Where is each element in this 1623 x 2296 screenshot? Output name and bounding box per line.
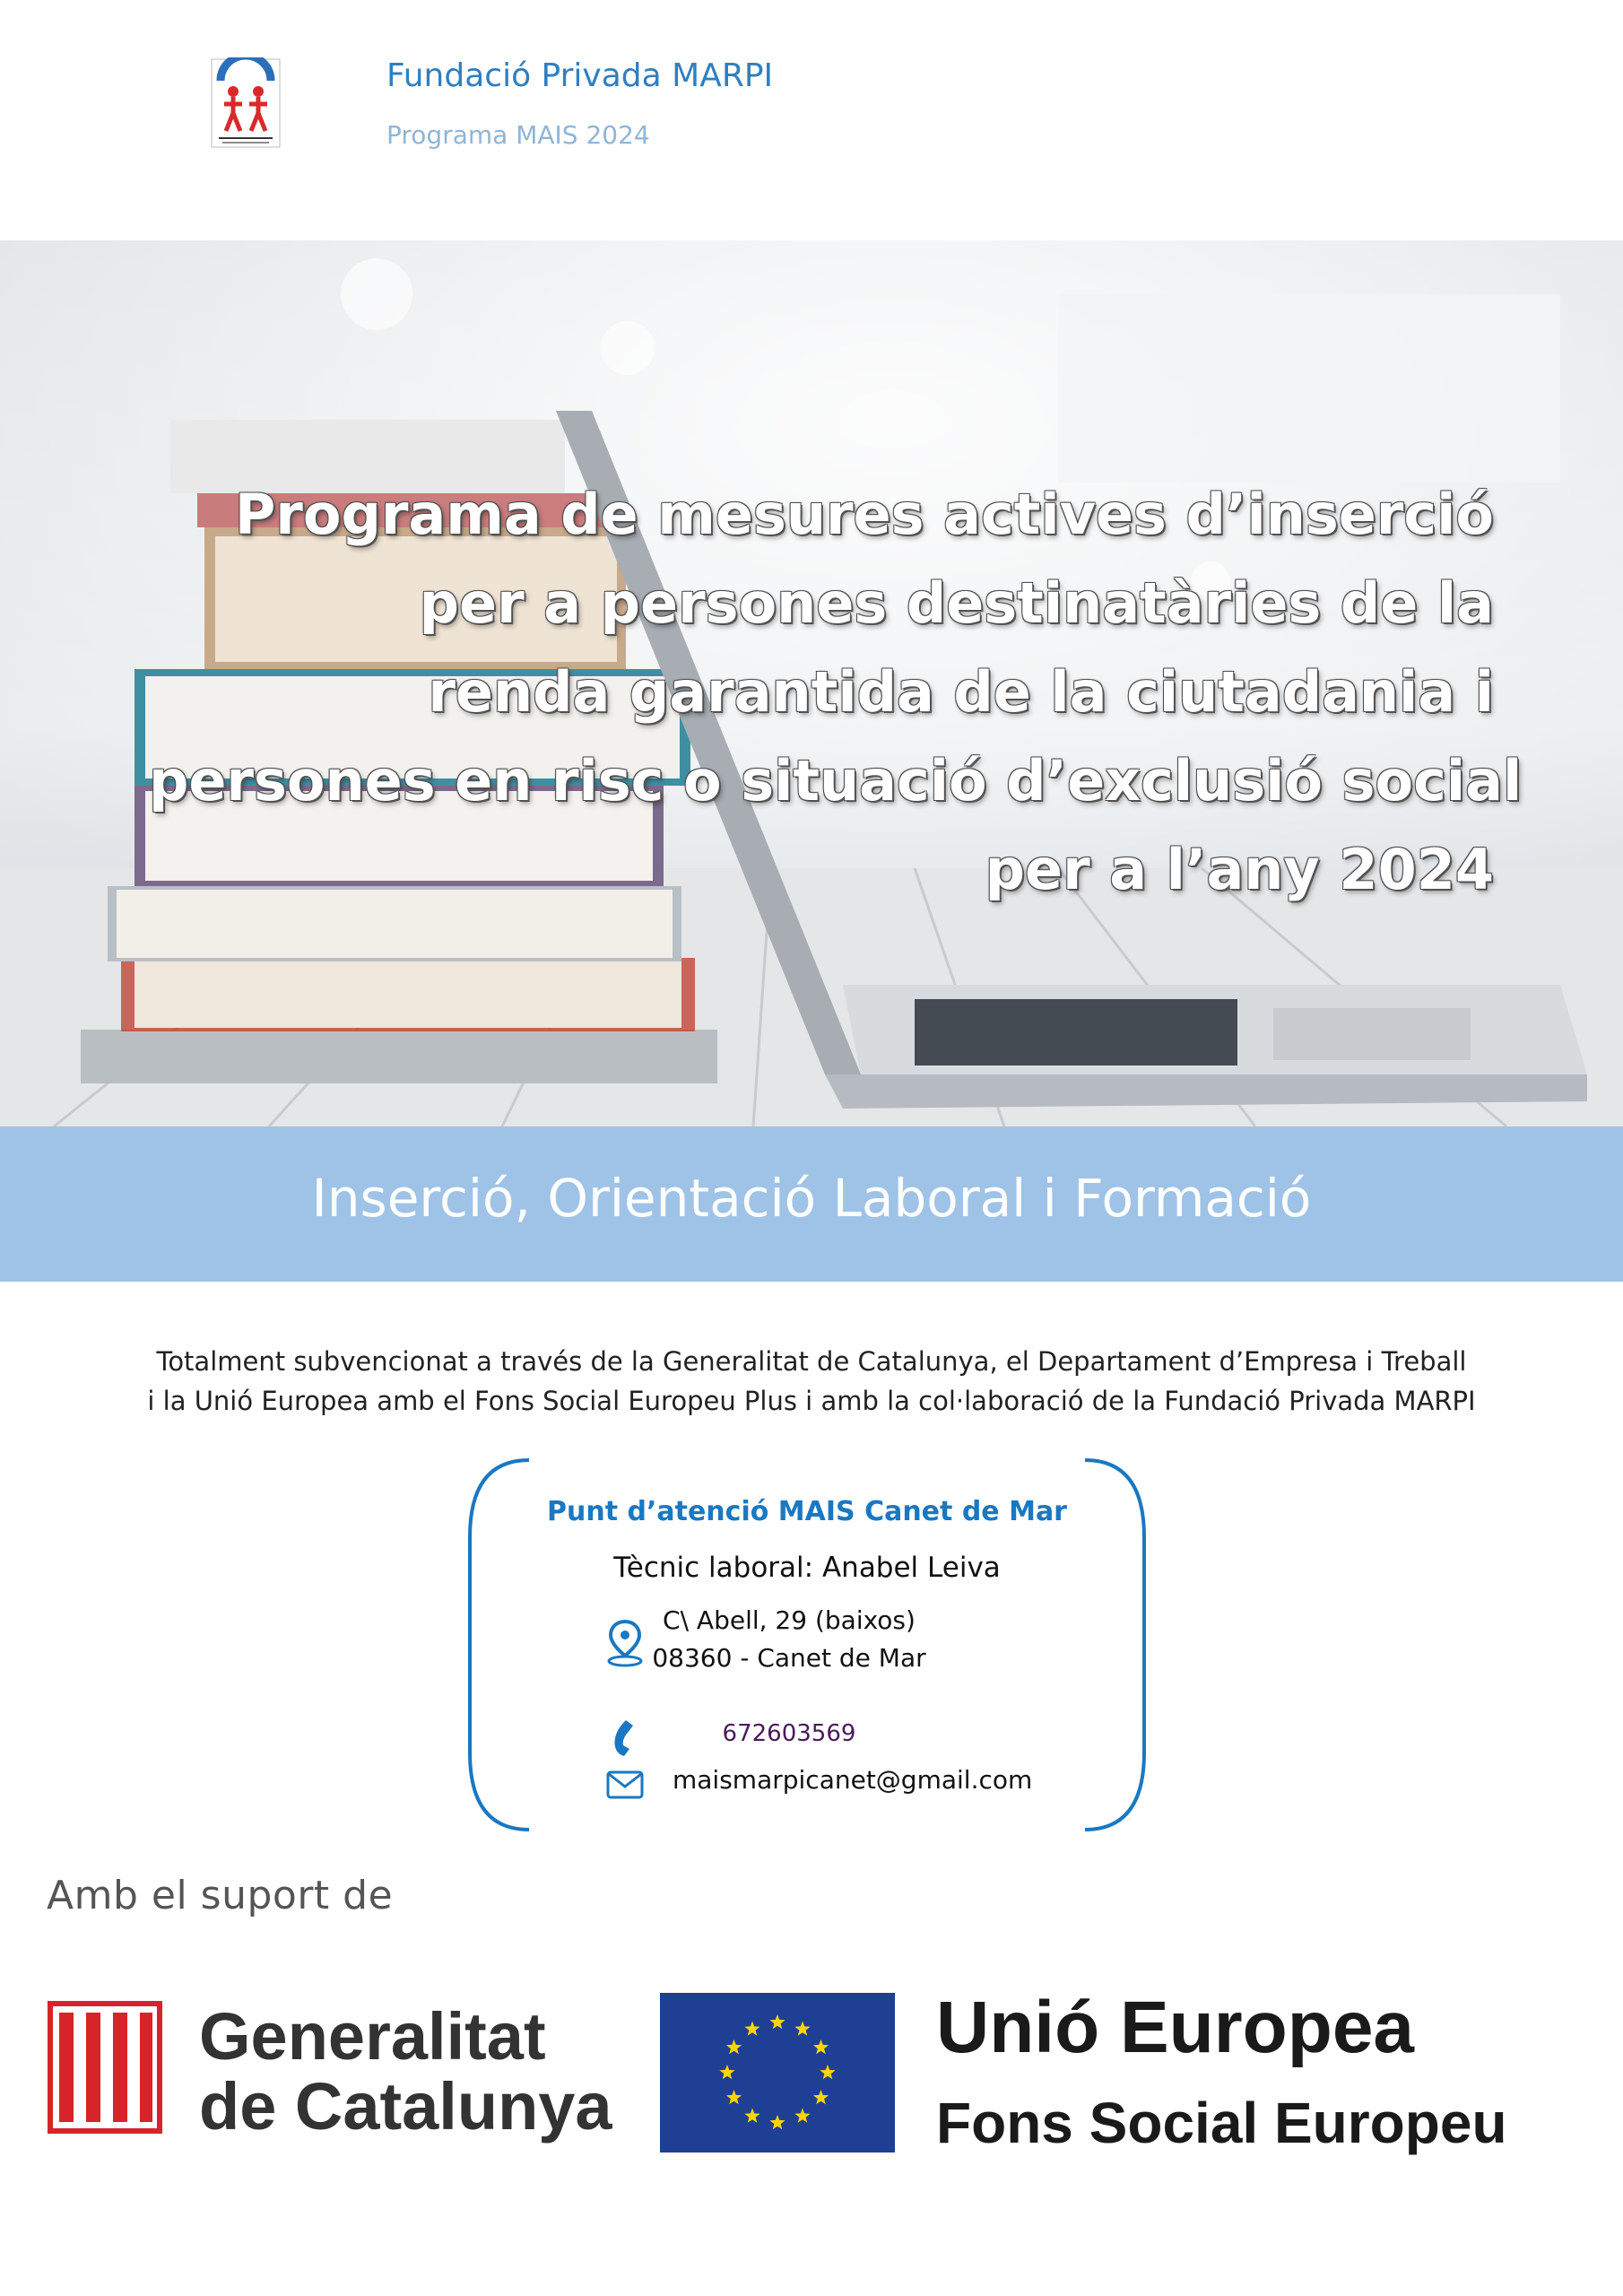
eu-name: Unió Europea: [936, 1987, 1415, 2068]
address-line-1: C\ Abell, 29 (baixos): [663, 1605, 916, 1635]
hero-banner: [0, 240, 1623, 1126]
hero-title-line-1: Programa de mesures actives d’inserció: [234, 482, 1494, 547]
address-line-2: 08360 - Canet de Mar: [652, 1643, 926, 1673]
hero-title-line-4: persones en risc o situació d’exclusió social: [149, 748, 1523, 813]
phone-icon: [608, 1717, 638, 1758]
generalitat-line-1: Generalitat: [199, 1999, 546, 2074]
hero-title-line-3: renda garantida de la ciutadania i: [428, 659, 1494, 725]
section-band: [0, 1126, 1623, 1282]
technician-name: Tècnic laboral: Anabel Leiva: [613, 1552, 1001, 1584]
support-label: Amb el suport de: [47, 1873, 394, 1918]
generalitat-line-2: de Catalunya: [199, 2069, 612, 2144]
hero-title-line-5: per a l’any 2024: [985, 837, 1494, 902]
generalitat-name: [199, 1999, 612, 2144]
contact-card: [466, 1457, 1148, 1833]
email-address[interactable]: maismarpicanet@gmail.com: [673, 1765, 1033, 1795]
funding-line-2: i la Unió Europea amb el Fons Social Europeu Plus i amb la col·laboració de la Fundació Privada MARPI: [147, 1386, 1476, 1416]
program-name: Programa MAIS 2024: [386, 120, 650, 150]
eu-fund-name: Fons Social Europeu: [936, 2091, 1507, 2155]
hero-title: [149, 470, 1523, 914]
mail-icon: [606, 1770, 644, 1799]
hero-title-line-2: per a persones destinatàries de la: [419, 570, 1494, 636]
funding-statement: [0, 1342, 1623, 1421]
funding-line-1: Totalment subvencionat a través de la Generalitat de Catalunya, el Departament d’Empresa i Treball: [156, 1346, 1467, 1377]
org-name: Fundació Privada MARPI: [386, 57, 774, 94]
phone-number[interactable]: 672603569: [722, 1720, 856, 1747]
eu-flag: [660, 1993, 895, 2152]
generalitat-logo: [47, 2000, 163, 2135]
contact-title: Punt d’atenció MAIS Canet de Mar: [547, 1496, 1067, 1527]
location-pin-icon: [604, 1618, 646, 1668]
marpi-logo: [210, 57, 282, 149]
band-title: Inserció, Orientació Laboral i Formació: [311, 1168, 1312, 1229]
